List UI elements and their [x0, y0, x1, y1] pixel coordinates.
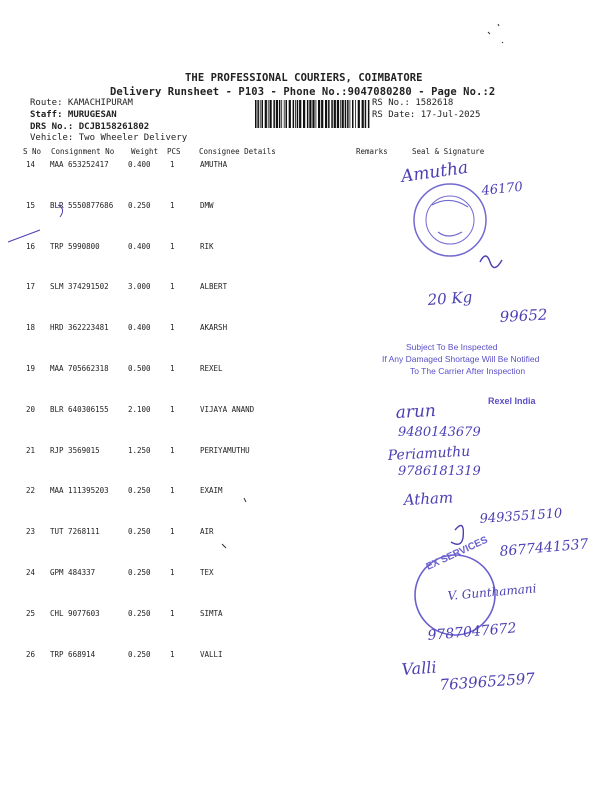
barcode-bar [262, 100, 264, 128]
barcode-bar [276, 100, 278, 128]
cell-weight: 0.250 [128, 608, 151, 618]
col-consignee: Consignee Details [199, 147, 276, 156]
cell-weight: 0.400 [128, 323, 151, 333]
svg-text:If Any Damaged Shortage Will B: If Any Damaged Shortage Will Be Notified [382, 354, 540, 364]
signature-row14-number: 46170 [480, 179, 524, 199]
table-row [0, 609, 360, 621]
cell-consignee: PERIYAMUTHU [200, 445, 250, 455]
note-row18: 20 Kg [427, 287, 473, 309]
barcode-bar [309, 100, 311, 128]
pen-mark-row22 [222, 498, 246, 548]
svg-text:To The Carrier After Inspectio: To The Carrier After Inspection [410, 366, 526, 376]
cell-consignment: GPM 484337 [50, 568, 96, 577]
barcode-bar [297, 100, 299, 128]
initials-row24 [451, 526, 463, 545]
cell-sno: 16 [26, 241, 36, 251]
signature-row20-number: 9480143679 [398, 425, 481, 440]
barcode-bar [318, 100, 320, 128]
cell-sno: 15 [26, 200, 36, 210]
drs-number: DRS No.: DCJB158261802 [30, 122, 150, 132]
cell-weight: 0.400 [128, 241, 151, 251]
barcode-bar [257, 100, 259, 128]
barcode-bar [270, 100, 272, 128]
barcode-bar [352, 100, 354, 128]
table-row [0, 242, 360, 254]
barcode-bar [293, 100, 295, 128]
barcode-bar [328, 100, 330, 128]
cell-consignee: SIMTA [200, 608, 223, 618]
barcode-bar [289, 100, 291, 128]
pen-mark-top [488, 24, 503, 43]
cell-sno: 21 [26, 445, 36, 455]
cell-pcs: 1 [170, 608, 175, 618]
cell-consignment: BLR 640306155 [50, 404, 109, 414]
cell-consignee: AIR [200, 527, 214, 537]
company-title: THE PROFESSIONAL COURIERS, COIMBATORE [185, 72, 423, 84]
staff-label: Staff: MURUGESAN [30, 110, 117, 120]
round-stamp-row24 [415, 535, 495, 635]
barcode-bar [316, 100, 317, 128]
table-row [0, 446, 360, 458]
table-row [0, 364, 360, 376]
barcode-bar [355, 100, 356, 128]
barcode-bar [368, 100, 370, 128]
cell-consignee: VIJAYA ANAND [200, 404, 255, 414]
cell-consignee: EXAIM [200, 486, 223, 496]
cell-sno: 24 [26, 568, 36, 577]
cell-weight: 0.250 [128, 568, 151, 577]
cell-weight: 0.250 [128, 649, 151, 659]
barcode-bar [334, 100, 336, 128]
table-row [0, 160, 360, 172]
cell-pcs: 1 [170, 323, 175, 333]
signature-row24-number: 8677441537 [498, 536, 590, 560]
cell-pcs: 1 [170, 200, 175, 210]
barcode-bar [281, 100, 282, 128]
cell-pcs: 1 [170, 568, 175, 577]
barcode-bar [365, 100, 367, 128]
cell-sno: 17 [26, 282, 36, 292]
barcode-bar [340, 100, 341, 128]
table-row [0, 650, 360, 662]
rs-date: RS Date: 17-Jul-2025 [372, 110, 481, 120]
signature-row26-number: 7639652597 [439, 669, 536, 694]
barcode-bar [358, 100, 360, 128]
svg-text:Subject To Be Inspected: Subject To Be Inspected [406, 342, 498, 352]
cell-consignee: DMW [200, 200, 214, 210]
signature-row20: arun [395, 400, 437, 423]
barcode-bar [321, 100, 323, 128]
cell-pcs: 1 [170, 160, 175, 169]
svg-text:EX SERVICES: EX SERVICES [424, 534, 490, 573]
cell-consignee: AMUTHA [200, 160, 228, 169]
table-row [0, 527, 360, 539]
table-row [0, 201, 360, 213]
inspection-stamp-row19 [382, 342, 540, 406]
col-pcs: PCS [167, 147, 181, 156]
cell-consignment: HRD 362223481 [50, 323, 109, 333]
cell-consignee: ALBERT [200, 282, 228, 292]
table-row [0, 405, 360, 417]
barcode-bar [279, 100, 281, 128]
table-row [0, 282, 360, 294]
cell-consignment: MAA 705662318 [50, 364, 109, 373]
barcode-bar [268, 100, 269, 128]
route-label: Route: KAMACHIPURAM [30, 98, 133, 108]
signature-row26: Valli [400, 657, 438, 679]
cell-consignment: TRP 5990800 [50, 241, 100, 251]
barcode-bar [331, 100, 333, 128]
table-row [0, 568, 360, 580]
signature-row25-number: 9787047672 [426, 620, 518, 644]
cell-pcs: 1 [170, 649, 175, 659]
cell-weight: 0.500 [128, 364, 151, 373]
cell-sno: 14 [26, 160, 36, 169]
barcode-bar [342, 100, 344, 128]
cell-weight: 0.250 [128, 200, 151, 210]
signature-row22-number: 9493551510 [479, 506, 563, 527]
barcode-bar [307, 100, 309, 128]
cell-consignee: REXEL [200, 364, 223, 373]
barcode-bar [260, 100, 261, 128]
barcode-bar [325, 100, 327, 128]
cell-consignee: VALLI [200, 649, 223, 659]
cell-sno: 19 [26, 364, 36, 373]
table-row [0, 323, 360, 335]
signature-row14: Amutha [399, 157, 470, 187]
cell-pcs: 1 [170, 404, 175, 414]
runsheet-title: Delivery Runsheet - P103 - Phone No.:9047080280 - Page No.:2 [110, 86, 496, 98]
signature-row24-name: V. Gunthamani [447, 581, 537, 603]
barcode-bar [273, 100, 275, 128]
barcode-bar [337, 100, 339, 128]
scribble-row16 [480, 256, 502, 268]
cell-sno: 18 [26, 323, 36, 333]
barcode-bar [284, 100, 285, 128]
cell-pcs: 1 [170, 282, 175, 292]
cell-sno: 23 [26, 527, 36, 537]
cell-weight: 3.000 [128, 282, 151, 292]
barcode-bar [286, 100, 288, 128]
note-row18-number: 99652 [499, 305, 548, 326]
cell-consignment: MAA 111395203 [50, 486, 109, 496]
col-seal-signature: Seal & Signature [412, 147, 485, 156]
barcode-bar [350, 100, 351, 128]
vehicle-label: Vehicle: Two Wheeler Delivery [30, 133, 188, 143]
signature-row21-number: 9786181319 [398, 464, 481, 479]
cell-weight: 2.100 [128, 404, 151, 414]
col-remarks: Remarks [356, 147, 388, 156]
barcode-bar [312, 100, 314, 128]
svg-text:Rexel India: Rexel India [488, 396, 536, 406]
cell-pcs: 1 [170, 486, 175, 496]
col-sno: S No [23, 147, 42, 156]
cell-weight: 0.400 [128, 160, 151, 169]
barcode-bar [299, 100, 301, 128]
col-weight: Weight [131, 147, 159, 156]
barcode-bar [347, 100, 349, 128]
cell-pcs: 1 [170, 527, 175, 537]
barcode-bar [265, 100, 267, 128]
barcode [255, 100, 370, 128]
cell-weight: 1.250 [128, 445, 151, 455]
col-consignment: Consignment No [51, 147, 115, 156]
barcode-bar [345, 100, 347, 128]
round-stamp-row15 [414, 184, 486, 256]
cell-pcs: 1 [170, 445, 175, 455]
table-row [0, 486, 360, 498]
rs-number: RS No.: 1582618 [372, 98, 454, 108]
cell-pcs: 1 [170, 241, 175, 251]
cell-consignment: CHL 9077603 [50, 608, 100, 618]
cell-consignee: TEX [200, 568, 214, 577]
cell-consignment: TRP 668914 [50, 649, 96, 659]
signature-row22: Atham [403, 488, 454, 509]
barcode-bar [303, 100, 305, 128]
cell-consignment: BLR 5550877686 [50, 200, 114, 210]
cell-sno: 26 [26, 649, 36, 659]
barcode-bar [255, 100, 257, 128]
cell-weight: 0.250 [128, 527, 151, 537]
cell-consignee: RIK [200, 241, 214, 251]
cell-consignment: RJP 3569015 [50, 445, 100, 455]
cell-consignment: MAA 653252417 [50, 160, 109, 169]
barcode-bar [362, 100, 364, 128]
signature-row21: Periamuthu [387, 443, 471, 464]
cell-pcs: 1 [170, 364, 175, 373]
cell-weight: 0.250 [128, 486, 151, 496]
cell-sno: 20 [26, 404, 36, 414]
cell-sno: 25 [26, 608, 36, 618]
cell-consignment: SLM 374291502 [50, 282, 109, 292]
cell-sno: 22 [26, 486, 36, 496]
cell-consignment: TUT 7268111 [50, 527, 100, 537]
barcode-bar [295, 100, 296, 128]
cell-consignee: AKARSH [200, 323, 228, 333]
